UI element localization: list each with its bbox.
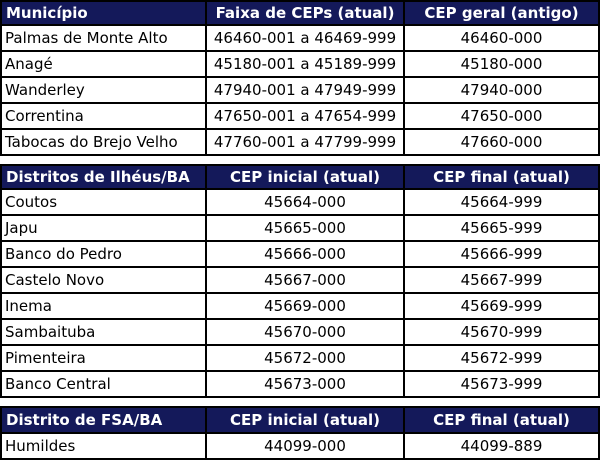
location-name-cell: Coutos [1,189,206,215]
cep-cell: 45669-999 [404,293,599,319]
location-name-cell: Inema [1,293,206,319]
cep-cell: 45667-000 [206,267,404,293]
cep-cell: 46460-001 a 46469-999 [206,25,404,51]
table-row [1,51,599,77]
table-row [1,345,599,371]
table-row [1,293,599,319]
table-row [1,371,599,397]
section-gap [1,155,599,165]
distritos-ilheus-column-header: Distritos de Ilhéus/BA [1,165,206,189]
table-row [1,25,599,51]
cep-cell: 45665-999 [404,215,599,241]
cep-cell: 47760-001 a 47799-999 [206,129,404,155]
distritos-ilheus-column-header: CEP inicial (atual) [206,165,404,189]
location-name-cell: Palmas de Monte Alto [1,25,206,51]
table-row [1,77,599,103]
location-name-cell: Tabocas do Brejo Velho [1,129,206,155]
cep-cell: 47940-001 a 47949-999 [206,77,404,103]
cep-cell: 47650-001 a 47654-999 [206,103,404,129]
cep-cell: 45673-000 [206,371,404,397]
municipios-column-header: CEP geral (antigo) [404,1,599,25]
distrito-fsa-column-header: CEP final (atual) [404,407,599,433]
table-row [1,433,599,459]
cep-cell: 45672-000 [206,345,404,371]
location-name-cell: Anagé [1,51,206,77]
cep-cell: 47940-000 [404,77,599,103]
location-name-cell: Wanderley [1,77,206,103]
location-name-cell: Pimenteira [1,345,206,371]
table-row [1,319,599,345]
distrito-fsa-column-header: CEP inicial (atual) [206,407,404,433]
distrito-fsa-column-header: Distrito de FSA/BA [1,407,206,433]
location-name-cell: Banco do Pedro [1,241,206,267]
distritos-ilheus-column-header: CEP final (atual) [404,165,599,189]
location-name-cell: Sambaituba [1,319,206,345]
cep-cell: 47660-000 [404,129,599,155]
cep-cell: 44099-000 [206,433,404,459]
cep-cell: 45180-001 a 45189-999 [206,51,404,77]
cep-cell: 45669-000 [206,293,404,319]
cep-cell: 47650-000 [404,103,599,129]
cep-cell: 45665-000 [206,215,404,241]
table-row [1,267,599,293]
location-name-cell: Banco Central [1,371,206,397]
cep-cell: 45664-000 [206,189,404,215]
municipios-column-header: Faixa de CEPs (atual) [206,1,404,25]
cep-cell: 45667-999 [404,267,599,293]
cep-cell: 45666-000 [206,241,404,267]
cep-cell: 45664-999 [404,189,599,215]
table-row [1,215,599,241]
cep-cell: 45670-999 [404,319,599,345]
cep-cell: 45180-000 [404,51,599,77]
table-row [1,103,599,129]
location-name-cell: Castelo Novo [1,267,206,293]
table-row [1,241,599,267]
section-gap [1,397,599,407]
municipios-header-row [1,1,599,25]
cep-cell: 45666-999 [404,241,599,267]
table-row [1,189,599,215]
cep-cell: 46460-000 [404,25,599,51]
cep-cell: 45672-999 [404,345,599,371]
cep-cell: 45670-000 [206,319,404,345]
municipios-column-header: Município [1,1,206,25]
cep-cell: 45673-999 [404,371,599,397]
location-name-cell: Humildes [1,433,206,459]
table-row [1,129,599,155]
distritos-ilheus-header-row [1,165,599,189]
cep-cell: 44099-889 [404,433,599,459]
location-name-cell: Japu [1,215,206,241]
distrito-fsa-header-row [1,407,599,433]
location-name-cell: Correntina [1,103,206,129]
